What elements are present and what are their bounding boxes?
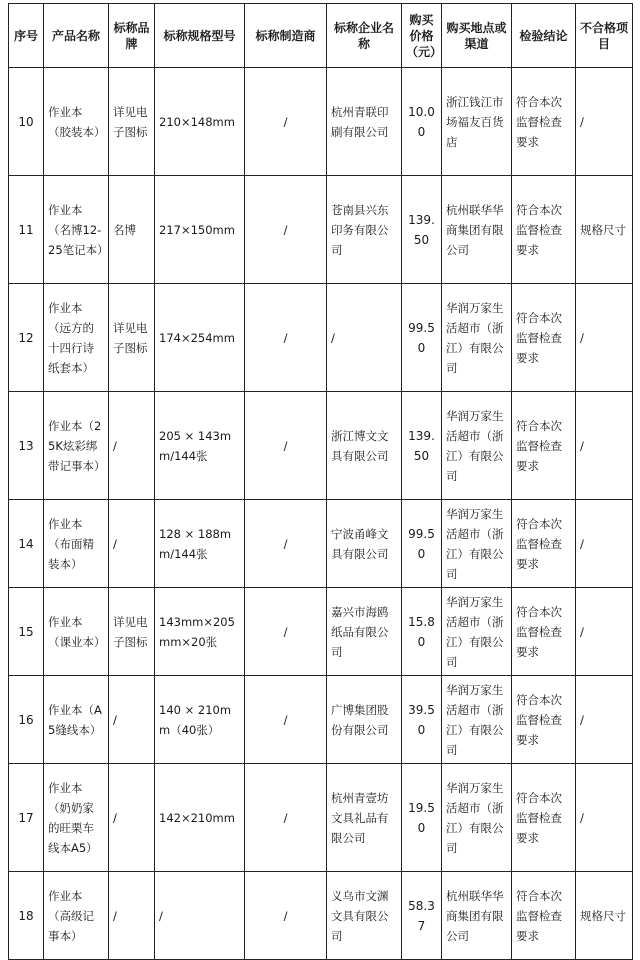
header-manufacturer: 标称制造商 <box>245 4 327 68</box>
cell-price: 39.50 <box>402 676 442 764</box>
cell-seq: 18 <box>9 872 44 960</box>
cell-spec: / <box>155 872 245 960</box>
header-brand: 标称品牌 <box>109 4 155 68</box>
cell-seq: 14 <box>9 500 44 588</box>
cell-conclusion: 符合本次监督检查要求 <box>512 500 576 588</box>
cell-manufacturer: / <box>245 676 327 764</box>
cell-failed-items: 规格尺寸 <box>576 176 633 284</box>
header-enterprise: 标称企业名称 <box>327 4 402 68</box>
cell-place: 华润万家生活超市（浙江）有限公司 <box>442 392 512 500</box>
cell-seq: 12 <box>9 284 44 392</box>
cell-conclusion: 符合本次监督检查要求 <box>512 284 576 392</box>
cell-name: 作业本（布面精装本） <box>44 500 109 588</box>
cell-spec: 143mm×205mm×20张 <box>155 588 245 676</box>
table-row <box>9 68 633 176</box>
cell-name: 作业本（远方的十四行诗纸套本） <box>44 284 109 392</box>
cell-place: 杭州联华华商集团有限公司 <box>442 872 512 960</box>
cell-spec: 210×148mm <box>155 68 245 176</box>
cell-brand: / <box>109 500 155 588</box>
header-name: 产品名称 <box>44 4 109 68</box>
cell-spec: 217×150mm <box>155 176 245 284</box>
cell-enterprise: 宁波甬峰文具有限公司 <box>327 500 402 588</box>
cell-manufacturer: / <box>245 68 327 176</box>
cell-failed-items: / <box>576 284 633 392</box>
table-row <box>9 284 633 392</box>
cell-name: 作业本（课业本） <box>44 588 109 676</box>
cell-spec: 140 × 210mm（40张） <box>155 676 245 764</box>
cell-enterprise: 苍南县兴东印务有限公司 <box>327 176 402 284</box>
cell-enterprise: 嘉兴市海鸥纸品有限公司 <box>327 588 402 676</box>
table-row <box>9 676 633 764</box>
cell-seq: 15 <box>9 588 44 676</box>
cell-enterprise: / <box>327 284 402 392</box>
header-seq: 序号 <box>9 4 44 68</box>
inspection-table <box>8 3 633 960</box>
cell-manufacturer: / <box>245 500 327 588</box>
cell-manufacturer: / <box>245 392 327 500</box>
cell-enterprise: 杭州青壹坊文具礼品有限公司 <box>327 764 402 872</box>
cell-brand: / <box>109 392 155 500</box>
cell-conclusion: 符合本次监督检查要求 <box>512 392 576 500</box>
cell-place: 华润万家生活超市（浙江）有限公司 <box>442 500 512 588</box>
cell-price: 139.50 <box>402 176 442 284</box>
cell-spec: 142×210mm <box>155 764 245 872</box>
cell-price: 99.50 <box>402 500 442 588</box>
cell-name: 作业本（25K炫彩绑带记事本） <box>44 392 109 500</box>
cell-manufacturer: / <box>245 176 327 284</box>
cell-place: 杭州联华华商集团有限公司 <box>442 176 512 284</box>
header-place: 购买地点或渠道 <box>442 4 512 68</box>
cell-failed-items: 规格尺寸 <box>576 872 633 960</box>
cell-price: 19.50 <box>402 764 442 872</box>
header-conclusion: 检验结论 <box>512 4 576 68</box>
cell-conclusion: 符合本次监督检查要求 <box>512 764 576 872</box>
cell-failed-items: / <box>576 588 633 676</box>
cell-place: 华润万家生活超市（浙江）有限公司 <box>442 588 512 676</box>
cell-seq: 13 <box>9 392 44 500</box>
cell-price: 10.00 <box>402 68 442 176</box>
cell-failed-items: / <box>576 500 633 588</box>
cell-brand: 详见电子图标 <box>109 588 155 676</box>
cell-seq: 10 <box>9 68 44 176</box>
cell-place: 华润万家生活超市（浙江）有限公司 <box>442 284 512 392</box>
table-row <box>9 588 633 676</box>
cell-enterprise: 广博集团股份有限公司 <box>327 676 402 764</box>
header-row <box>9 4 633 68</box>
cell-brand: 名博 <box>109 176 155 284</box>
cell-price: 15.80 <box>402 588 442 676</box>
cell-manufacturer: / <box>245 872 327 960</box>
cell-spec: 128 × 188mm/144张 <box>155 500 245 588</box>
cell-conclusion: 符合本次监督检查要求 <box>512 676 576 764</box>
cell-brand: / <box>109 872 155 960</box>
cell-place: 华润万家生活超市（浙江）有限公司 <box>442 764 512 872</box>
cell-manufacturer: / <box>245 764 327 872</box>
cell-conclusion: 符合本次监督检查要求 <box>512 176 576 284</box>
cell-brand: / <box>109 676 155 764</box>
header-failed-items: 不合格项目 <box>576 4 633 68</box>
header-price: 购买价格（元） <box>402 4 442 68</box>
table-row <box>9 500 633 588</box>
cell-name: 作业本（名博12-25笔记本） <box>44 176 109 284</box>
cell-failed-items: / <box>576 392 633 500</box>
cell-brand: 详见电子图标 <box>109 68 155 176</box>
cell-seq: 17 <box>9 764 44 872</box>
cell-place: 华润万家生活超市（浙江）有限公司 <box>442 676 512 764</box>
cell-place: 浙江钱江市场福友百货店 <box>442 68 512 176</box>
table-row <box>9 176 633 284</box>
table-row <box>9 764 633 872</box>
cell-conclusion: 符合本次监督检查要求 <box>512 68 576 176</box>
cell-failed-items: / <box>576 68 633 176</box>
cell-enterprise: 义乌市文渊文具有限公司 <box>327 872 402 960</box>
cell-price: 139.50 <box>402 392 442 500</box>
cell-name: 作业本（高级记事本） <box>44 872 109 960</box>
cell-failed-items: / <box>576 764 633 872</box>
table-row <box>9 872 633 960</box>
cell-seq: 11 <box>9 176 44 284</box>
header-spec: 标称规格型号 <box>155 4 245 68</box>
cell-spec: 205 × 143mm/144张 <box>155 392 245 500</box>
cell-conclusion: 符合本次监督检查要求 <box>512 872 576 960</box>
cell-brand: / <box>109 764 155 872</box>
cell-name: 作业本（奶奶家的旺栗车线本A5） <box>44 764 109 872</box>
cell-price: 58.37 <box>402 872 442 960</box>
cell-manufacturer: / <box>245 284 327 392</box>
cell-price: 99.50 <box>402 284 442 392</box>
cell-spec: 174×254mm <box>155 284 245 392</box>
cell-brand: 详见电子图标 <box>109 284 155 392</box>
cell-enterprise: 杭州青联印刷有限公司 <box>327 68 402 176</box>
cell-name: 作业本（胶装本） <box>44 68 109 176</box>
cell-name: 作业本（A5缝线本） <box>44 676 109 764</box>
cell-failed-items: / <box>576 676 633 764</box>
cell-manufacturer: / <box>245 588 327 676</box>
cell-enterprise: 浙江博文文具有限公司 <box>327 392 402 500</box>
cell-conclusion: 符合本次监督检查要求 <box>512 588 576 676</box>
table-row <box>9 392 633 500</box>
cell-seq: 16 <box>9 676 44 764</box>
